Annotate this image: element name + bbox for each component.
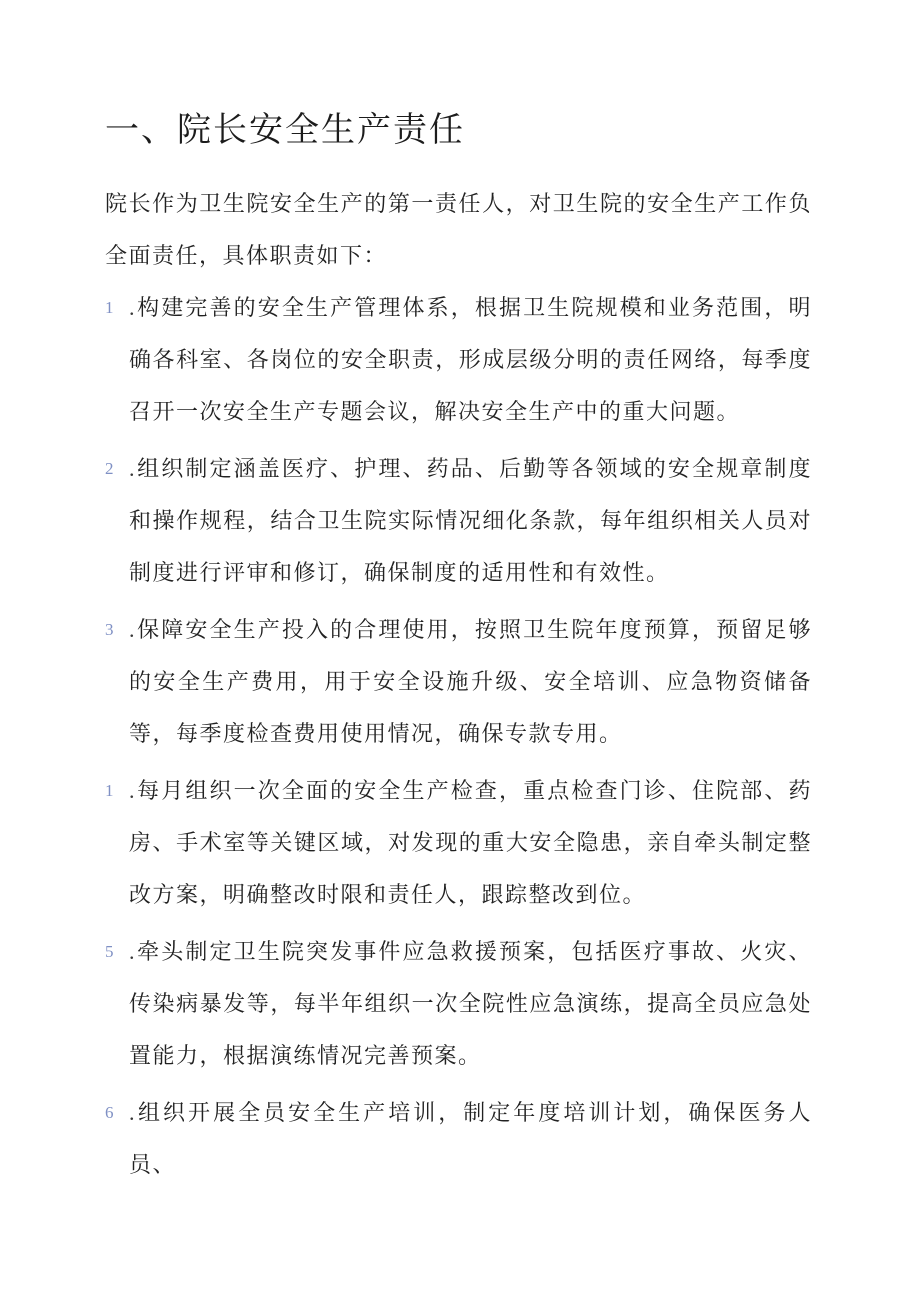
list-item [105,282,812,438]
list-item-separator: . [129,617,135,642]
list-item-separator: . [129,778,135,803]
list-item-text: 组织开展全员安全生产培训，制定年度培训计划，确保医务人员、 [129,1100,812,1177]
duty-list [105,282,812,1191]
list-item-number: 5 [105,942,114,961]
list-item [105,765,812,921]
list-item-text: 牵头制定卫生院突发事件应急救援预案，包括医疗事故、火灾、传染病暴发等，每半年组织一次全院性应急演练，提高全员应急处置能力，根据演练情况完善预案。 [129,939,812,1068]
list-item-number: 1 [105,298,114,317]
list-item [105,1087,812,1191]
list-item-separator: . [129,939,135,964]
list-item-text: 每月组织一次全面的安全生产检查，重点检查门诊、住院部、药房、手术室等关键区域，对发现的重大安全隐患，亲自牵头制定整改方案，明确整改时限和责任人，跟踪整改到位。 [129,778,812,907]
list-item [105,443,812,599]
section-heading: 一、院长安全生产责任 [105,112,465,149]
list-item-number: 1 [105,781,114,800]
list-item-separator: . [129,456,135,481]
list-item-separator: . [129,295,135,320]
list-item [105,926,812,1082]
intro-paragraph: 院长作为卫生院安全生产的第一责任人，对卫生院的安全生产工作负全面责任，具体职责如下： [105,191,812,268]
list-item [105,604,812,760]
list-item-text: 构建完善的安全生产管理体系，根据卫生院规模和业务范围，明确各科室、各岗位的安全职责，形成层级分明的责任网络，每季度召开一次安全生产专题会议，解决安全生产中的重大问题。 [129,295,812,424]
list-item-number: 2 [105,459,114,478]
list-item-number: 3 [105,620,114,639]
list-item-separator: . [129,1100,135,1125]
list-item-number: 6 [105,1103,114,1122]
list-item-text: 保障安全生产投入的合理使用，按照卫生院年度预算，预留足够的安全生产费用，用于安全设施升级、安全培训、应急物资储备等，每季度检查费用使用情况，确保专款专用。 [129,617,812,746]
list-item-text: 组织制定涵盖医疗、护理、药品、后勤等各领域的安全规章制度和操作规程，结合卫生院实际情况细化条款，每年组织相关人员对制度进行评审和修订，确保制度的适用性和有效性。 [129,456,812,585]
